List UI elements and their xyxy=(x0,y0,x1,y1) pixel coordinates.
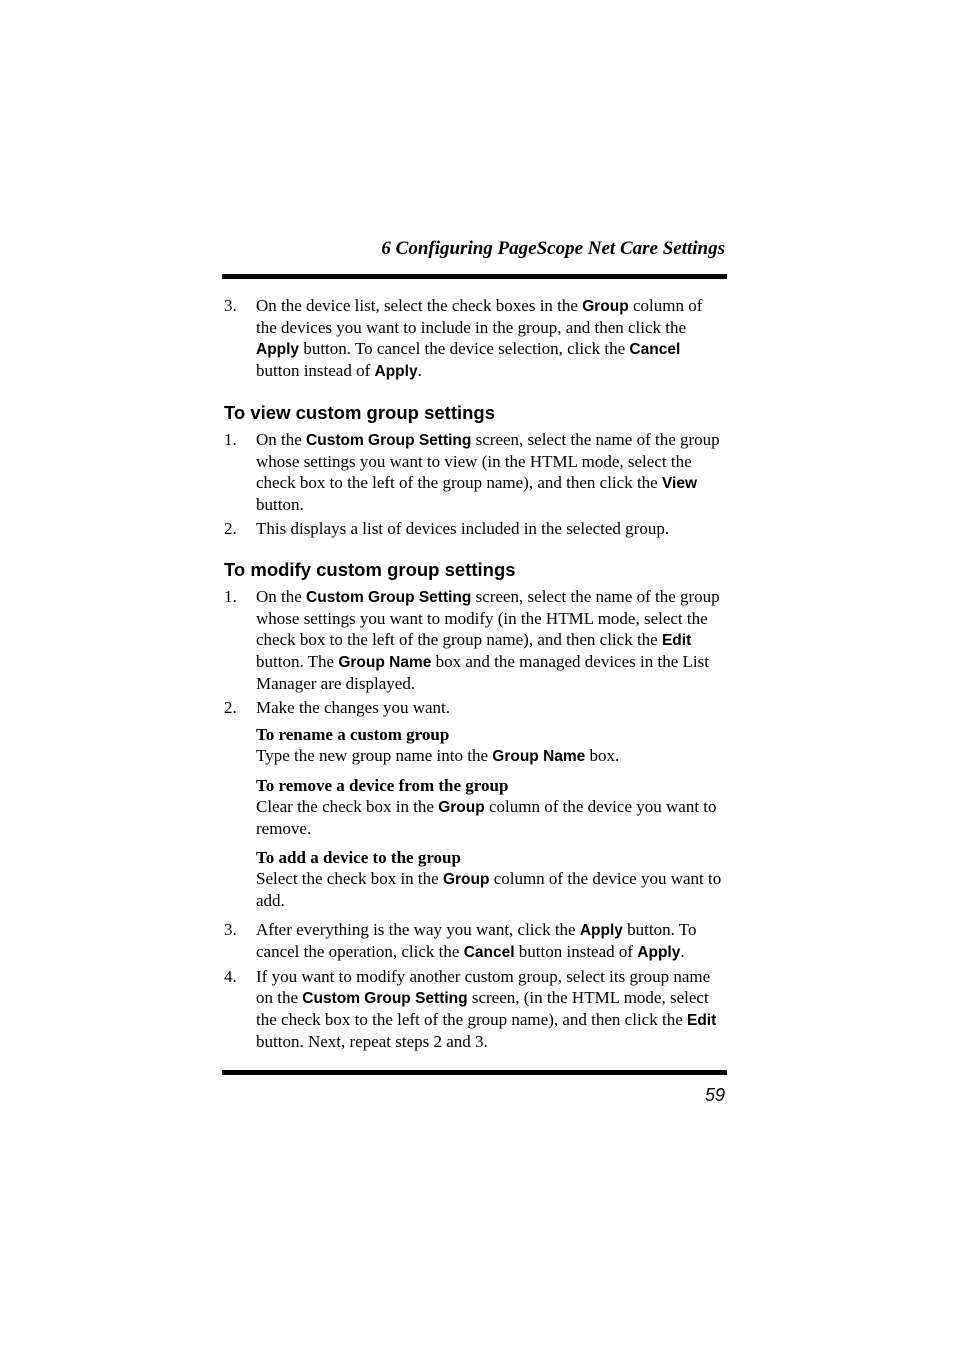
step-3-intro xyxy=(222,295,727,382)
text: Make the changes you want. xyxy=(256,698,451,717)
modify-step-4 xyxy=(222,966,727,1052)
text: button instead of xyxy=(514,942,638,961)
step-number: 3. xyxy=(224,296,237,315)
modify-step-1 xyxy=(222,586,727,694)
text: column of the device you want to add. xyxy=(256,869,722,910)
text: On the device list, select the check boxes in the xyxy=(256,296,583,315)
text: button. Next, repeat steps 2 and 3. xyxy=(256,1032,488,1051)
footer-rule xyxy=(222,1070,727,1075)
subsection-rename xyxy=(222,724,727,767)
ui-term-edit: Edit xyxy=(687,1012,717,1029)
chapter-header: 6 Configuring PageScope Net Care Settings xyxy=(381,238,725,259)
modify-step-2 xyxy=(222,697,727,718)
text: box. xyxy=(585,746,620,765)
ui-term-custom-group-setting: Custom Group Setting xyxy=(306,589,472,606)
ui-term-apply: Apply xyxy=(637,944,681,961)
ui-term-group: Group xyxy=(442,871,490,888)
ui-term-group: Group xyxy=(438,799,485,816)
header-rule xyxy=(222,274,727,279)
text: After everything is the way you want, click the xyxy=(256,920,580,939)
step-number: 2. xyxy=(224,519,237,538)
text: button. xyxy=(256,495,304,514)
text: button. To cancel the device selection, click the xyxy=(299,339,630,358)
text: screen, select the name of the group whose settings you want to view (in the HTML mode, select the check box to the left of the group name), and then click the xyxy=(256,430,720,492)
modify-step-3 xyxy=(222,919,727,963)
ui-term-group-name: Group Name xyxy=(492,748,586,765)
ui-term-cancel: Cancel xyxy=(463,944,515,961)
text: button. The xyxy=(256,652,339,671)
section-heading-modify: To modify custom group settings xyxy=(224,559,516,580)
ui-term-group-name: Group Name xyxy=(338,654,432,671)
text: Type the new group name into the xyxy=(256,746,493,765)
text: Select the check box in the xyxy=(256,869,443,888)
text: button instead of xyxy=(256,361,375,380)
step-number: 3. xyxy=(224,920,237,939)
view-step-1 xyxy=(222,429,727,515)
ui-term-apply: Apply xyxy=(374,363,418,380)
text: screen, (in the HTML mode, select the check box to the left of the group name), and then click the xyxy=(256,988,709,1029)
ui-term-apply: Apply xyxy=(579,922,623,939)
text: screen, select the name of the group whose settings you want to modify (in the HTML mode, select the check box to the left of the group name), and then click the xyxy=(256,587,720,649)
subsection-title: To rename a custom group xyxy=(256,725,450,744)
text: . xyxy=(680,942,685,961)
ui-term-group: Group xyxy=(582,298,629,315)
text: If you want to modify another custom group, select its group name on the xyxy=(256,967,711,1007)
step-number: 1. xyxy=(224,430,237,449)
view-step-2 xyxy=(222,518,727,539)
ui-term-custom-group-setting: Custom Group Setting xyxy=(302,990,468,1007)
section-heading-view: To view custom group settings xyxy=(224,402,496,423)
text: . xyxy=(417,361,422,380)
ui-term-custom-group-setting: Custom Group Setting xyxy=(306,432,472,449)
subsection-title: To add a device to the group xyxy=(256,848,461,867)
step-number: 2. xyxy=(224,698,237,717)
ui-term-view: View xyxy=(661,475,698,492)
text: box and the managed devices in the List Manager are displayed. xyxy=(256,652,709,693)
text: On the xyxy=(256,587,307,606)
text: button. To cancel the operation, click the xyxy=(256,920,697,961)
text: This displays a list of devices included in the selected group. xyxy=(256,519,670,538)
subsection-title: To remove a device from the group xyxy=(256,776,509,795)
ui-term-cancel: Cancel xyxy=(629,341,681,358)
text: column of the devices you want to include in the group, and then click the xyxy=(256,296,703,337)
text: On the xyxy=(256,430,307,449)
page-content xyxy=(222,295,727,1055)
subsection-remove xyxy=(222,775,727,839)
step-number: 4. xyxy=(224,967,237,986)
page-number: 59 xyxy=(704,1085,725,1105)
ui-term-edit: Edit xyxy=(661,632,692,649)
text: Clear the check box in the xyxy=(256,797,439,816)
subsection-add xyxy=(222,847,727,911)
step-number: 1. xyxy=(224,587,237,606)
text: column of the device you want to remove. xyxy=(256,797,717,838)
ui-term-apply: Apply xyxy=(256,341,300,358)
